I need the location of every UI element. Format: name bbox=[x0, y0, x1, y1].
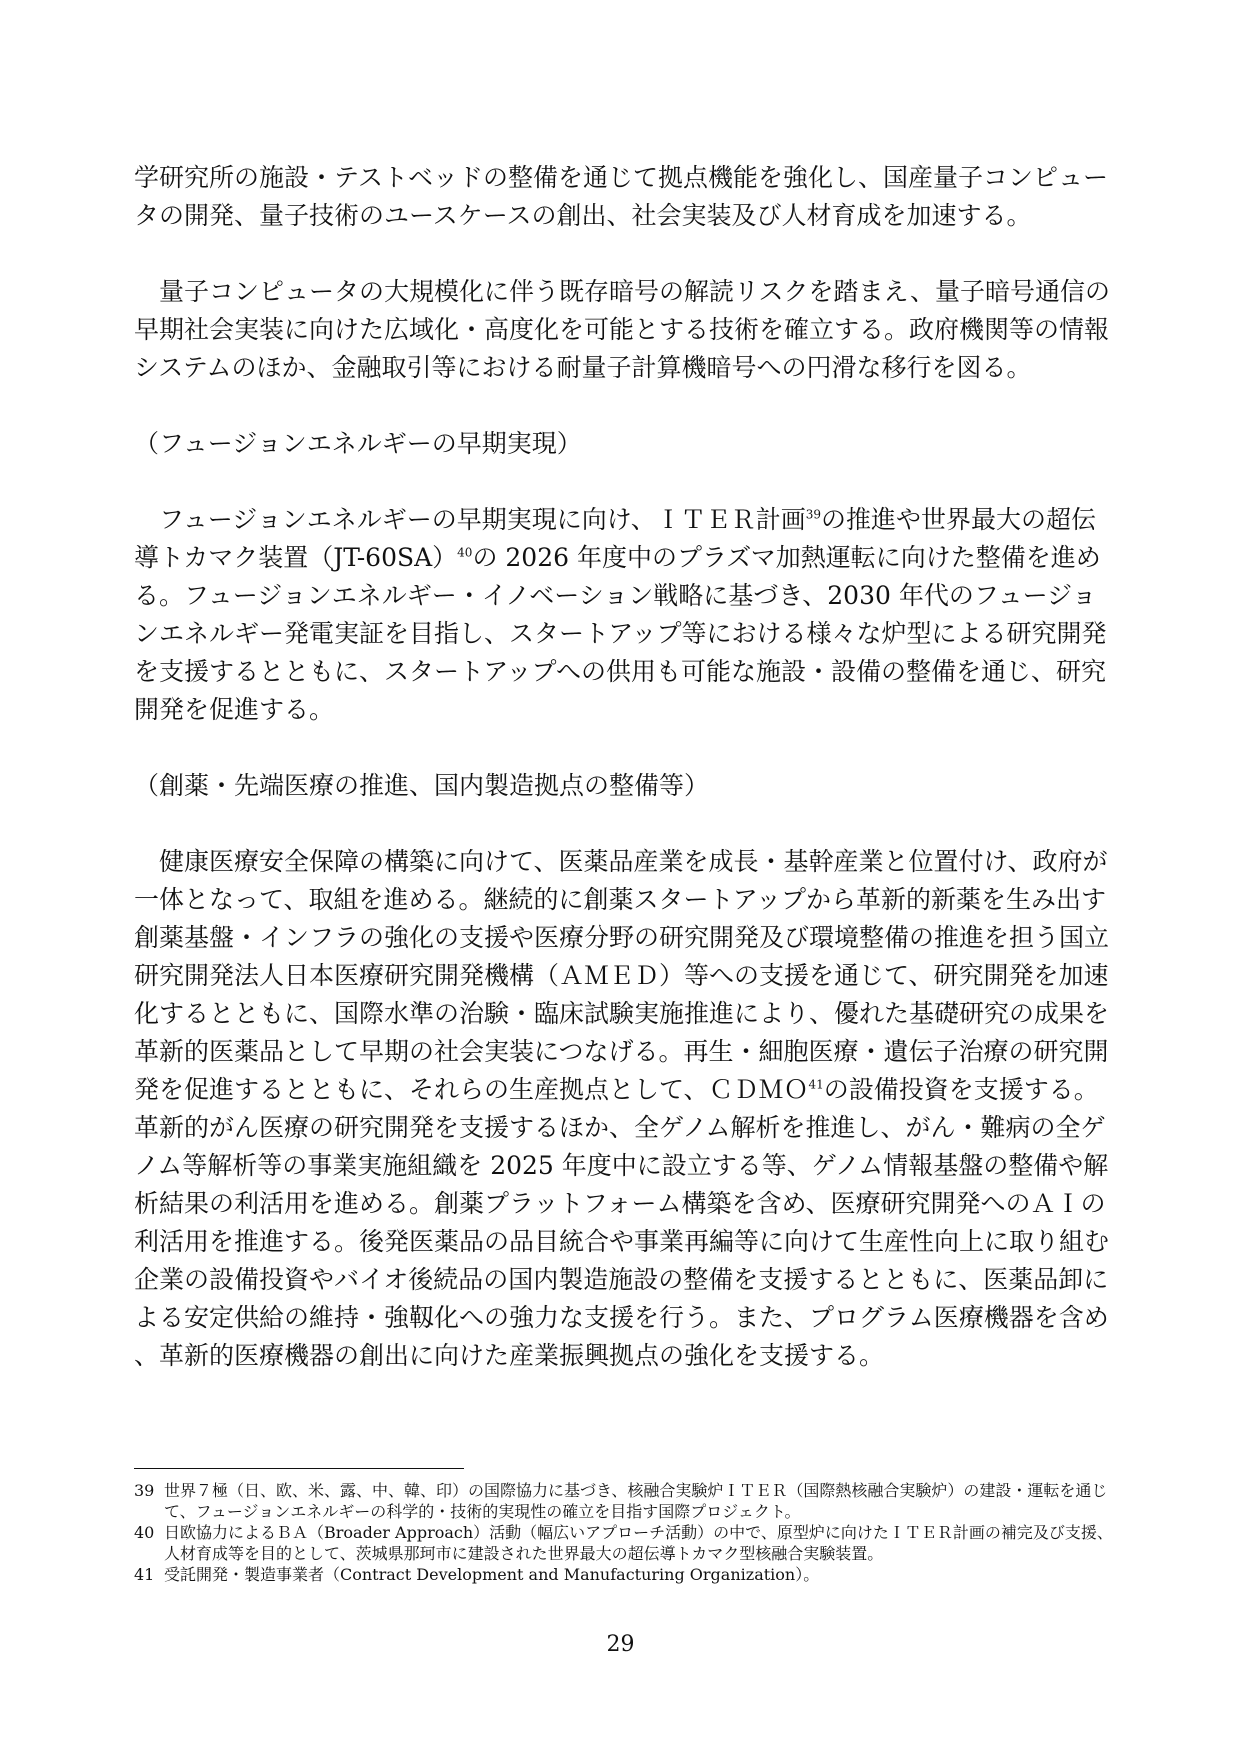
page-number: 29 bbox=[606, 1632, 635, 1657]
footnote-39 bbox=[134, 1480, 1114, 1522]
drug-text-part-1: 健康医療安全保障の構築に向けて、医薬品産業を成長・基幹産業と位置付け、政府が一体となって、取組を進める。継続的に創薬スタートアップから革新的新薬を生み出す創薬基盤・インフラの強化の支援や医療分野の研究開発及び環境整備の推進を担う国立研究開発法人日本医療研究開発機構（ＡＭＥＤ）等への支援を通じて、研究開発を加速化するとともに、国際水準の治験・臨床試験実施推進により、優れた基礎研究の成果を革新的医薬品として早期の社会実装につなげる。再生・細胞医療・遺伝子治療の研究開発を促進するとともに、それらの生産拠点として、ＣＤＭＯ bbox=[134, 847, 1110, 1104]
paragraph-quantum-cryptography: 量子コンピュータの大規模化に伴う既存暗号の解読リスクを踏まえ、量子暗号通信の早期社会実装に向けた広域化・高度化を可能とする技術を確立する。政府機関等の情報システムのほか、金融取引等における耐量子計算機暗号への円滑な移行を図る。 bbox=[134, 277, 1111, 382]
footnote-text: 世界７極（日、欧、米、露、中、韓、印）の国際協力に基づき、核融合実験炉ＩＴＥＲ（国際熱核融合実験炉）の建設・運転を通じて、フュージョンエネルギーの科学的・技術的実現性の確立を目指す国際プロジェクト。 bbox=[164, 1481, 1108, 1521]
footnote-separator bbox=[134, 1468, 464, 1469]
fusion-text-part-1: フュージョンエネルギーの早期実現に向け、ＩＴＥＲ計画 bbox=[159, 505, 806, 534]
section-heading-fusion: （フュージョンエネルギーの早期実現） bbox=[134, 429, 582, 458]
footnote-number: 40 bbox=[134, 1523, 155, 1542]
fusion-text-part-3: の 2026 年度中のプラズマ加熱運転に向けた整備を進める。フュージョンエネルギー・イノベーション戦略に基づき、2030 年代のフュージョンエネルギー発電実証を目指し、スタートアップ等における様々な炉型による研究開発を支援するとともに、スタートアップへの供用も可能な施設・設備の整備を通じ、研究開発を促進する。 bbox=[134, 543, 1107, 724]
body-text bbox=[134, 159, 1114, 1413]
footnotes bbox=[134, 1480, 1114, 1585]
footnote-number: 39 bbox=[134, 1481, 155, 1500]
footnote-ref-39[interactable]: 39 bbox=[805, 507, 822, 522]
footnote-ref-40[interactable]: 40 bbox=[457, 545, 473, 560]
footnote-40 bbox=[134, 1522, 1114, 1564]
footnote-ref-41[interactable]: 41 bbox=[808, 1077, 824, 1092]
drug-text-part-2: の設備投資を支援する。革新的がん医療の研究開発を支援するほか、全ゲノム解析を推進し、がん・難病の全ゲノム等解析等の事業実施組織を 2025 年度中に設立する等、ゲノム情報基盤の整備や解析結果の利活用を進める。創薬プラットフォーム構築を含め、医療研究開発へのＡＩの利活用を推進する。後発医薬品の品目統合や事業再編等に向けて生産性向上に取り組む企業の設備投資やバイオ後続品の国内製造施設の整備を支援するとともに、医薬品卸による安定供給の維持・強靱化への強力な支援を行う。また、プログラム医療機器を含め、革新的医療機器の創出に向けた産業振興拠点の強化を支援する。 bbox=[134, 1075, 1110, 1370]
footnote-number: 41 bbox=[134, 1565, 155, 1584]
paragraph-quantum-continuation: 学研究所の施設・テストベッドの整備を通じて拠点機能を強化し、国産量子コンピュータの開発、量子技術のユースケースの創出、社会実装及び人材育成を加速する。 bbox=[134, 163, 1109, 230]
paragraph-drug-discovery bbox=[134, 843, 1114, 1375]
paragraph-fusion bbox=[134, 501, 1114, 729]
footnote-text: 受託開発・製造事業者（Contract Development and Manufacturing Organization）。 bbox=[164, 1565, 820, 1584]
footnote-text: 日欧協力によるＢＡ（Broader Approach）活動（幅広いアプローチ活動）の中で、原型炉に向けたＩＴＥＲ計画の補完及び支援、人材育成等を目的として、茨城県那珂市に建設された世界最大の超伝導トカマク型核融合実験装置。 bbox=[164, 1523, 1113, 1563]
footnote-41 bbox=[134, 1564, 1114, 1585]
section-heading-drug-discovery: （創薬・先端医療の推進、国内製造拠点の整備等） bbox=[134, 771, 710, 800]
fusion-text-part-2: の推進や世界最大の超伝導トカマク装置（JT-60SA） bbox=[134, 505, 1097, 572]
